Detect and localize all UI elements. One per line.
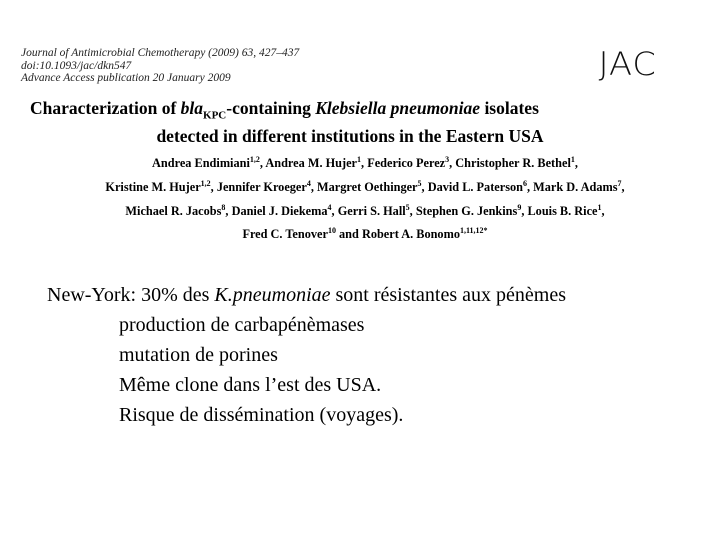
journal-line: Journal of Antimicrobial Chemotherapy (2009) 63, 427–437 bbox=[21, 47, 300, 59]
summary-lead-line bbox=[47, 280, 707, 310]
author-separator: , bbox=[210, 179, 217, 194]
author-name: Stephen G. Jenkins bbox=[415, 203, 518, 218]
author-name: Daniel J. Diekema bbox=[231, 203, 328, 218]
author-separator: and bbox=[335, 227, 362, 242]
author-affiliation: 1,2 bbox=[200, 178, 211, 188]
author-separator: , bbox=[449, 156, 456, 171]
author-name: Federico Perez bbox=[367, 156, 446, 171]
author-affiliation: 1 bbox=[357, 155, 362, 164]
author-name: Gerri S. Hall bbox=[337, 203, 406, 218]
author-name: Jennifer Kroeger bbox=[216, 179, 307, 194]
summary-species: K.pneumoniae bbox=[214, 284, 331, 306]
author-separator: , bbox=[409, 203, 416, 218]
title-species: Klebsiella pneumoniae bbox=[315, 98, 481, 118]
author-line-2 bbox=[20, 174, 710, 198]
author-affiliation: 5 bbox=[405, 202, 410, 212]
author-separator: , bbox=[521, 203, 528, 218]
summary-point: Risque de dissémination (voyages). bbox=[119, 404, 404, 426]
author-affiliation: 3 bbox=[445, 155, 450, 164]
summary-block bbox=[47, 280, 707, 430]
doi-line: doi:10.1093/jac/dkn547 bbox=[21, 59, 132, 72]
journal-citation bbox=[21, 47, 299, 85]
author-separator: , bbox=[259, 156, 266, 171]
author-name: Andrea Endimiani bbox=[152, 156, 250, 171]
summary-point: Même clone dans l’est des USA. bbox=[119, 374, 382, 396]
title-suffix: isolates bbox=[480, 98, 539, 118]
summary-point: mutation de porines bbox=[119, 344, 278, 366]
author-name: Fred C. Tenover bbox=[242, 227, 328, 242]
author-line-4 bbox=[20, 221, 710, 245]
author-line-1 bbox=[20, 150, 710, 174]
author-affiliation: 4 bbox=[327, 202, 332, 212]
author-line-3 bbox=[20, 198, 710, 222]
summary-lead: New-York: 30% des bbox=[47, 284, 215, 306]
author-affiliation: 1 bbox=[597, 202, 602, 212]
author-separator: , bbox=[527, 179, 534, 194]
title-mid: -containing bbox=[226, 98, 316, 118]
author-separator: , bbox=[421, 179, 428, 194]
author-separator: , bbox=[310, 179, 318, 194]
author-name: Kristine M. Hujer bbox=[105, 179, 201, 194]
author-separator: , bbox=[225, 203, 232, 218]
access-line: Advance Access publication 20 January 2009 bbox=[21, 72, 231, 84]
author-name: Robert A. Bonomo bbox=[361, 227, 460, 242]
title-gene-subscript: KPC bbox=[203, 109, 227, 122]
author-affiliation: 8 bbox=[221, 202, 226, 212]
author-list bbox=[20, 150, 710, 245]
author-name: Andrea M. Hujer bbox=[265, 156, 358, 171]
title-gene: bla bbox=[180, 98, 204, 118]
author-affiliation: 1,11,12 bbox=[459, 226, 484, 236]
author-affiliation: 6 bbox=[523, 178, 527, 188]
author-affiliation: 10 bbox=[327, 226, 336, 236]
author-affiliation: 5 bbox=[417, 178, 422, 188]
author-affiliation: 9 bbox=[517, 202, 522, 212]
author-affiliation: 4 bbox=[306, 178, 311, 188]
title-line-2: detected in different institutions in the Eastern USA bbox=[156, 125, 544, 146]
title-prefix: Characterization of bbox=[30, 98, 181, 118]
author-affiliation: 7 bbox=[617, 178, 622, 188]
author-name: Louis B. Rice bbox=[527, 203, 598, 218]
author-separator: , bbox=[361, 156, 368, 171]
summary-point: production de carbapénèmases bbox=[119, 314, 365, 336]
author-name: Christopher R. Bethel bbox=[455, 156, 571, 171]
author-separator: , bbox=[574, 156, 578, 171]
corresponding-marker: * bbox=[483, 226, 488, 236]
author-separator: , bbox=[621, 179, 625, 194]
author-name: Margret Oethinger bbox=[317, 179, 418, 194]
article-title bbox=[30, 98, 710, 146]
author-affiliation: 1 bbox=[570, 155, 575, 164]
author-name: Michael R. Jacobs bbox=[125, 203, 222, 218]
author-separator: , bbox=[331, 203, 338, 218]
author-name: David L. Paterson bbox=[427, 179, 523, 194]
author-separator: , bbox=[601, 203, 605, 218]
summary-rest: sont résistantes aux pénèmes bbox=[330, 284, 566, 306]
author-name: Mark D. Adams bbox=[533, 179, 618, 194]
author-affiliation: 1,2 bbox=[249, 155, 260, 164]
jac-logo: JAC bbox=[598, 45, 657, 83]
